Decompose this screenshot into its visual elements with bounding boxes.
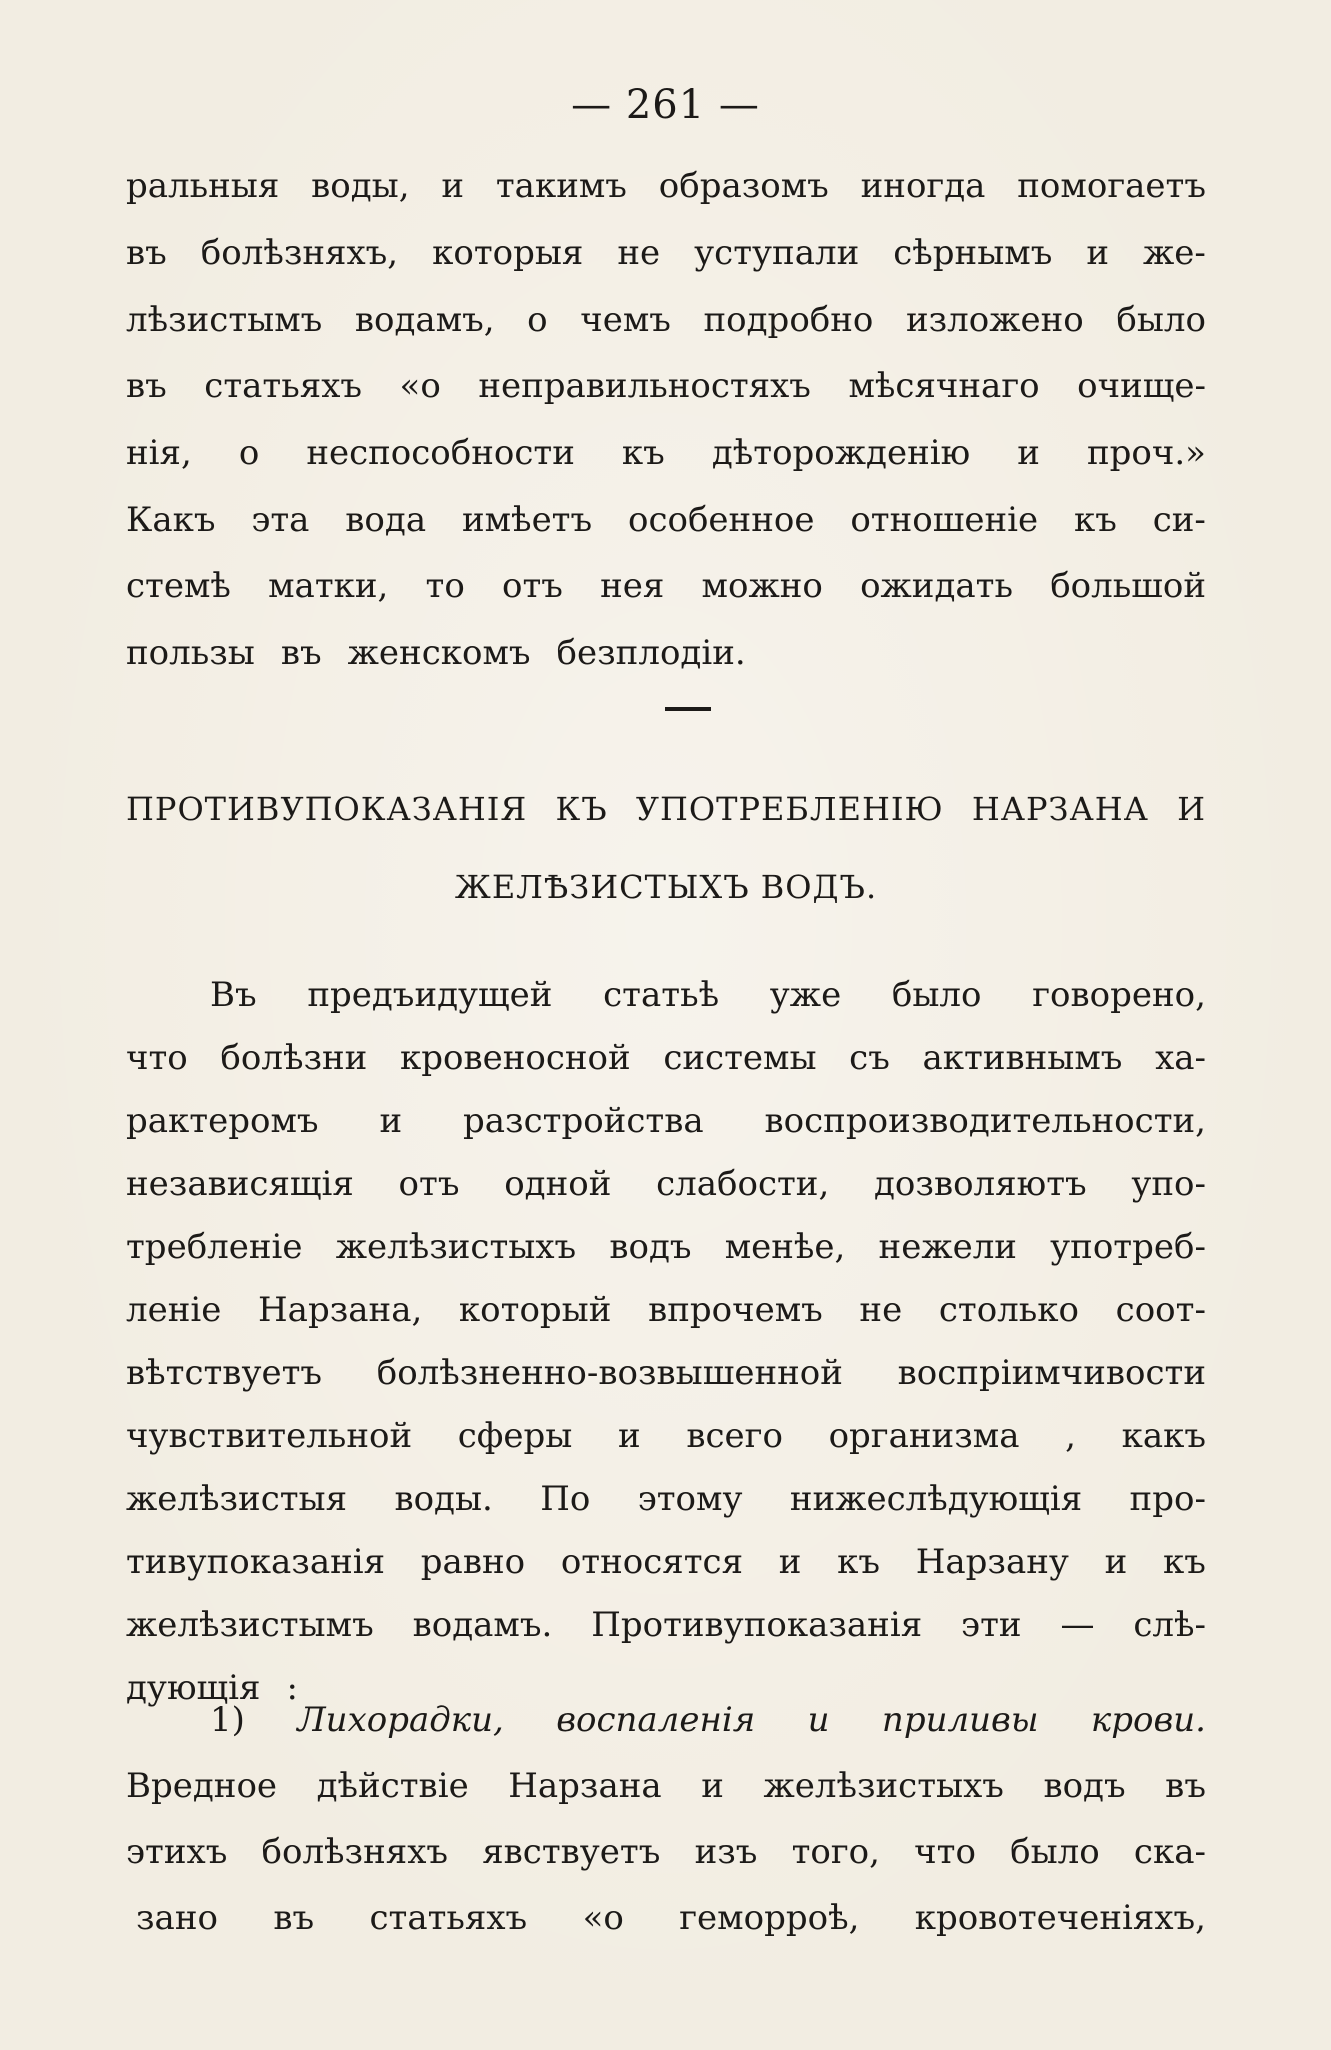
paragraph-1-line: въ статьяхъ «о неправильностяхъ мѣсячнаго очище- — [126, 366, 1206, 406]
paragraph-1-line: въ болѣзняхъ, которыя не уступали сѣрнымъ и же- — [126, 233, 1206, 273]
paragraph-1-line: пользы въ женскомъ безплодіи. — [126, 633, 746, 673]
paragraph-2-line: тивупоказанія равно относятся и къ Нарзану и къ — [126, 1542, 1206, 1582]
paragraph-2-line: Въ предъидущей статьѣ уже было говорено, — [210, 975, 1206, 1015]
list-item-1-line: зано въ статьяхъ «о геморроѣ, кровотеченіяхъ, — [136, 1898, 1206, 1938]
list-item-1-line: Вредное дѣйствіе Нарзана и желѣзистыхъ водъ въ — [126, 1766, 1206, 1806]
paragraph-2-line: желѣзистыя воды. По этому нижеслѣдующія про- — [126, 1479, 1206, 1519]
paragraph-2-line: желѣзистымъ водамъ. Противупоказанія эти — слѣ- — [126, 1605, 1206, 1645]
list-item-1-title-line: 1) Лихорадки, воспаленія и приливы крови. — [210, 1700, 1206, 1740]
paragraph-1-line: нія, о неспособности къ дѣторожденію и проч.» — [126, 433, 1206, 473]
paragraph-1-line: Какъ эта вода имѣетъ особенное отношеніе къ си- — [126, 500, 1206, 540]
section-heading-line-2: ЖЕЛѢЗИСТЫХЪ ВОДЪ. — [454, 868, 878, 906]
paragraph-2-line: вѣтствуетъ болѣзненно-возвышенной воспріимчивости — [126, 1353, 1206, 1393]
section-heading-line-1: ПРОТИВУПОКАЗАНІЯ КЪ УПОТРЕБЛЕНІЮ НАРЗАНА И — [126, 790, 1206, 828]
list-item-1-line: этихъ болѣзняхъ явствуетъ изъ того, что было ска- — [126, 1832, 1206, 1872]
paragraph-2-line: дующія : — [126, 1668, 298, 1708]
paragraph-2-line: чувствительной сферы и всего организма , какъ — [126, 1416, 1206, 1456]
list-item-number: 1) — [210, 1700, 245, 1740]
page-number: — 261 — — [571, 82, 760, 128]
paragraph-2-line: что болѣзни кровеносной системы съ активнымъ ха- — [126, 1038, 1206, 1078]
paragraph-2-line: независящія отъ одной слабости, дозволяютъ упо- — [126, 1164, 1206, 1204]
paragraph-1-line: стемѣ матки, то отъ нея можно ожидать большой — [126, 566, 1206, 606]
paragraph-2-line: рактеромъ и разстройства воспроизводительности, — [126, 1101, 1206, 1141]
paragraph-1-line: ральныя воды, и такимъ образомъ иногда помогаетъ — [126, 166, 1206, 206]
paragraph-2-line: леніе Нарзана, который впрочемъ не столько соот- — [126, 1290, 1206, 1330]
section-divider — [665, 707, 711, 711]
paragraph-2-line: требленіе желѣзистыхъ водъ менѣе, нежели употреб- — [126, 1227, 1206, 1267]
paragraph-1-line: лѣзистымъ водамъ, о чемъ подробно изложено было — [126, 300, 1206, 340]
